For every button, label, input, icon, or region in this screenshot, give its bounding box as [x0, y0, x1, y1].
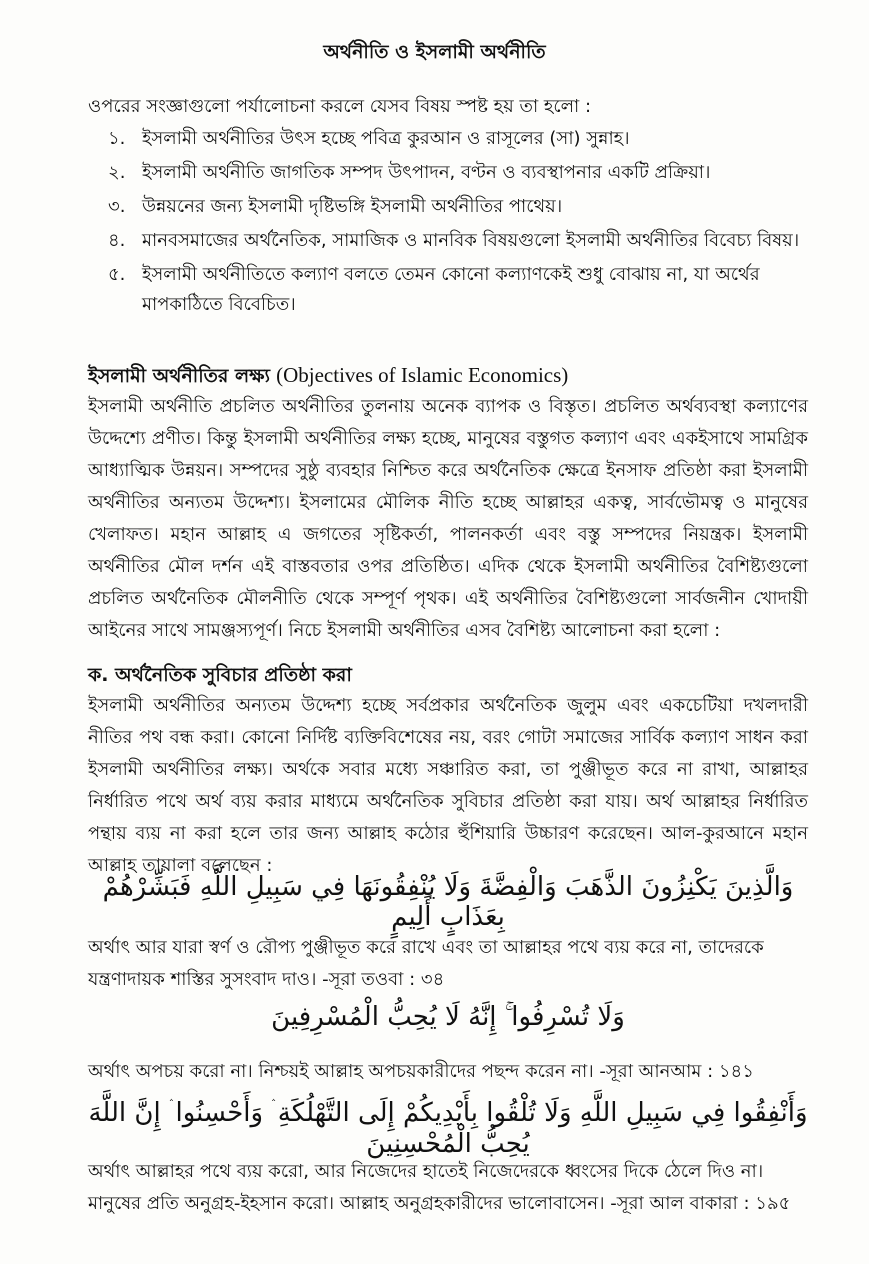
objectives-heading — [88, 360, 808, 391]
summary-list — [108, 124, 808, 324]
list-number: ২. — [108, 162, 126, 183]
objectives-section — [88, 360, 808, 647]
verse-1-translation: অর্থাৎ আর যারা স্বর্ণ ও রৌপ্য পুঞ্জীভূত করে রাখে এবং তা আল্লাহর পথে ব্যয় করে না, তাদেরকে যন্ত্রণাদায়ক শাস্তির সুসংবাদ দাও। -সূরা তওবা : ৩৪ — [88, 937, 764, 990]
list-text: ইসলামী অর্থনীতির উৎস হচ্ছে পবিত্র কুরআন ও রাসূলের (সা) সুন্নাহ। — [142, 128, 630, 149]
verse-2-translation: অর্থাৎ অপচয় করো না। নিশ্চয়ই আল্লাহ অপচয়কারীদের পছন্দ করেন না। -সূরা আনআম : ১৪১ — [88, 1061, 754, 1082]
arabic-verse-2: وَلَا تُسْرِفُوا ۚ إِنَّهُ لَا يُحِبُّ الْمُسْرِفِينَ — [271, 1002, 625, 1032]
list-item — [108, 158, 808, 188]
list-item — [108, 226, 808, 256]
intro-text: ওপরের সংজ্ঞাগুলো পর্যালোচনা করলে যেসব বিষয় স্পষ্ট হয় তা হলো : — [88, 96, 592, 117]
section-ka — [88, 660, 808, 882]
objectives-heading-bn: ইসলামী অর্থনীতির লক্ষ্য — [88, 365, 271, 387]
list-item — [108, 192, 808, 222]
page-header-title: অর্থনীতি ও ইসলামী অর্থনীতি — [323, 41, 546, 63]
list-text: ইসলামী অর্থনীতি জাগতিক সম্পদ উৎপাদন, বণ্টন ও ব্যবস্থাপনার একটি প্রক্রিয়া। — [142, 162, 711, 183]
list-number: ৩. — [108, 196, 126, 217]
verse-3-translation: অর্থাৎ আল্লাহর পথে ব্যয় করো, আর নিজেদের হাতেই নিজেদেরকে ধ্বংসের দিকে ঠেলে দিও না। মানুষের প্রতি অনুগ্রহ-ইহসান করো। আল্লাহ অনুগ্রহকারীদের ভালোবাসেন। -সূরা আল বাকারা : ১৯৫ — [88, 1161, 791, 1214]
arabic-verse-3: وَأَنْفِقُوا فِي سَبِيلِ اللَّهِ وَلَا تُلْقُوا بِأَيْدِيكُمْ إِلَى التَّهْلُكَةِ ۛ وَأَحْسِنُوا ۛ إِنَّ اللَّهَ يُحِبُّ الْمُحْسِنِينَ — [88, 1098, 808, 1159]
objectives-heading-en: (Objectives of Islamic Economics) — [276, 363, 569, 387]
list-text: উন্নয়নের জন্য ইসলামী দৃষ্টিভঙ্গি ইসলামী অর্থনীতির পাথেয়। — [142, 196, 563, 217]
section-ka-paragraph: ইসলামী অর্থনীতির অন্যতম উদ্দেশ্য হচ্ছে সর্বপ্রকার অর্থনৈতিক জুলুম এবং একচেটিয়া দখলদারী নীতির পথ বন্ধ করা। কোনো নির্দিষ্ট ব্যক্তিবিশেষের নয়, বরং গোটা সমাজের সার্বিক কল্যাণ সাধন করা ইসলামী অর্থনীতির লক্ষ্য। অর্থকে সবার মধ্যে সঞ্চারিত করা, তা পুঞ্জীভূত করে না রাখা, আল্লাহর নির্ধারিত পথে অর্থ ব্যয় করার মাধ্যমে অর্থনৈতিক সুবিচার প্রতিষ্ঠা করা যায়। অর্থ আল্লাহর নির্ধারিত পন্থায় ব্যয় না করা হলে তার জন্য আল্লাহ কঠোর হুঁশিয়ারি উচ্চারণ করেছেন। আল-কুরআনে মহান আল্লাহ তায়ালা বলেছেন : — [88, 695, 809, 876]
list-number: ৪. — [108, 230, 126, 251]
list-number: ১. — [108, 128, 126, 149]
list-text: মানবসমাজের অর্থনৈতিক, সামাজিক ও মানবিক বিষয়গুলো ইসলামী অর্থনীতির বিবেচ্য বিষয়। — [142, 230, 800, 251]
list-item — [108, 124, 808, 154]
objectives-paragraph: ইসলামী অর্থনীতি প্রচলিত অর্থনীতির তুলনায় অনেক ব্যাপক ও বিস্তৃত। প্রচলিত অর্থব্যবস্থা কল্যাণের উদ্দেশ্যে প্রণীত। কিন্তু ইসলামী অর্থনীতির লক্ষ্য হচ্ছে, মানুষের বস্তুগত কল্যাণ এবং একইসাথে সামগ্রিক আধ্যাত্মিক উন্নয়ন। সম্পদের সুষ্ঠু ব্যবহার নিশ্চিত করে অর্থনৈতিক ক্ষেত্রে ইনসাফ প্রতিষ্ঠা করা ইসলামী অর্থনীতির অন্যতম উদ্দেশ্য। ইসলামের মৌলিক নীতি হচ্ছে আল্লাহর একত্ব, সার্বভৌমত্ব ও মানুষের খেলাফত। মহান আল্লাহ এ জগতের সৃষ্টিকর্তা, পালনকর্তা এবং বস্তু সম্পদের নিয়ন্ত্রক। ইসলামী অর্থনীতির মৌল দর্শন এই বাস্তবতার ওপর প্রতিষ্ঠিত। এদিক থেকে ইসলামী অর্থনীতির বৈশিষ্ট্যগুলো প্রচলিত অর্থনৈতিক মৌলনীতি থেকে সম্পূর্ণ পৃথক। এই অর্থনীতির বৈশিষ্ট্যগুলো সার্বজনীন খোদায়ী আইনের সাথে সামঞ্জস্যপূর্ণ। নিচে ইসলামী অর্থনীতির এসব বৈশিষ্ট্য আলোচনা করা হলো : — [88, 396, 808, 641]
section-ka-heading: ক. অর্থনৈতিক সুবিচার প্রতিষ্ঠা করা — [88, 664, 352, 686]
list-text: ইসলামী অর্থনীতিতে কল্যাণ বলতে তেমন কোনো কল্যাণকেই শুধু বোঝায় না, যা অর্থের মাপকাঠিতে বিবেচিত। — [142, 264, 760, 315]
arabic-verse-1: وَالَّذِينَ يَكْنِزُونَ الذَّهَبَ وَالْفِضَّةَ وَلَا يُنْفِقُونَهَا فِي سَبِيلِ اللَّهِ فَبَشِّرْهُمْ بِعَذَابٍ أَلِيمٍ — [102, 872, 794, 932]
list-item — [108, 260, 808, 320]
list-number: ৫. — [108, 264, 126, 285]
